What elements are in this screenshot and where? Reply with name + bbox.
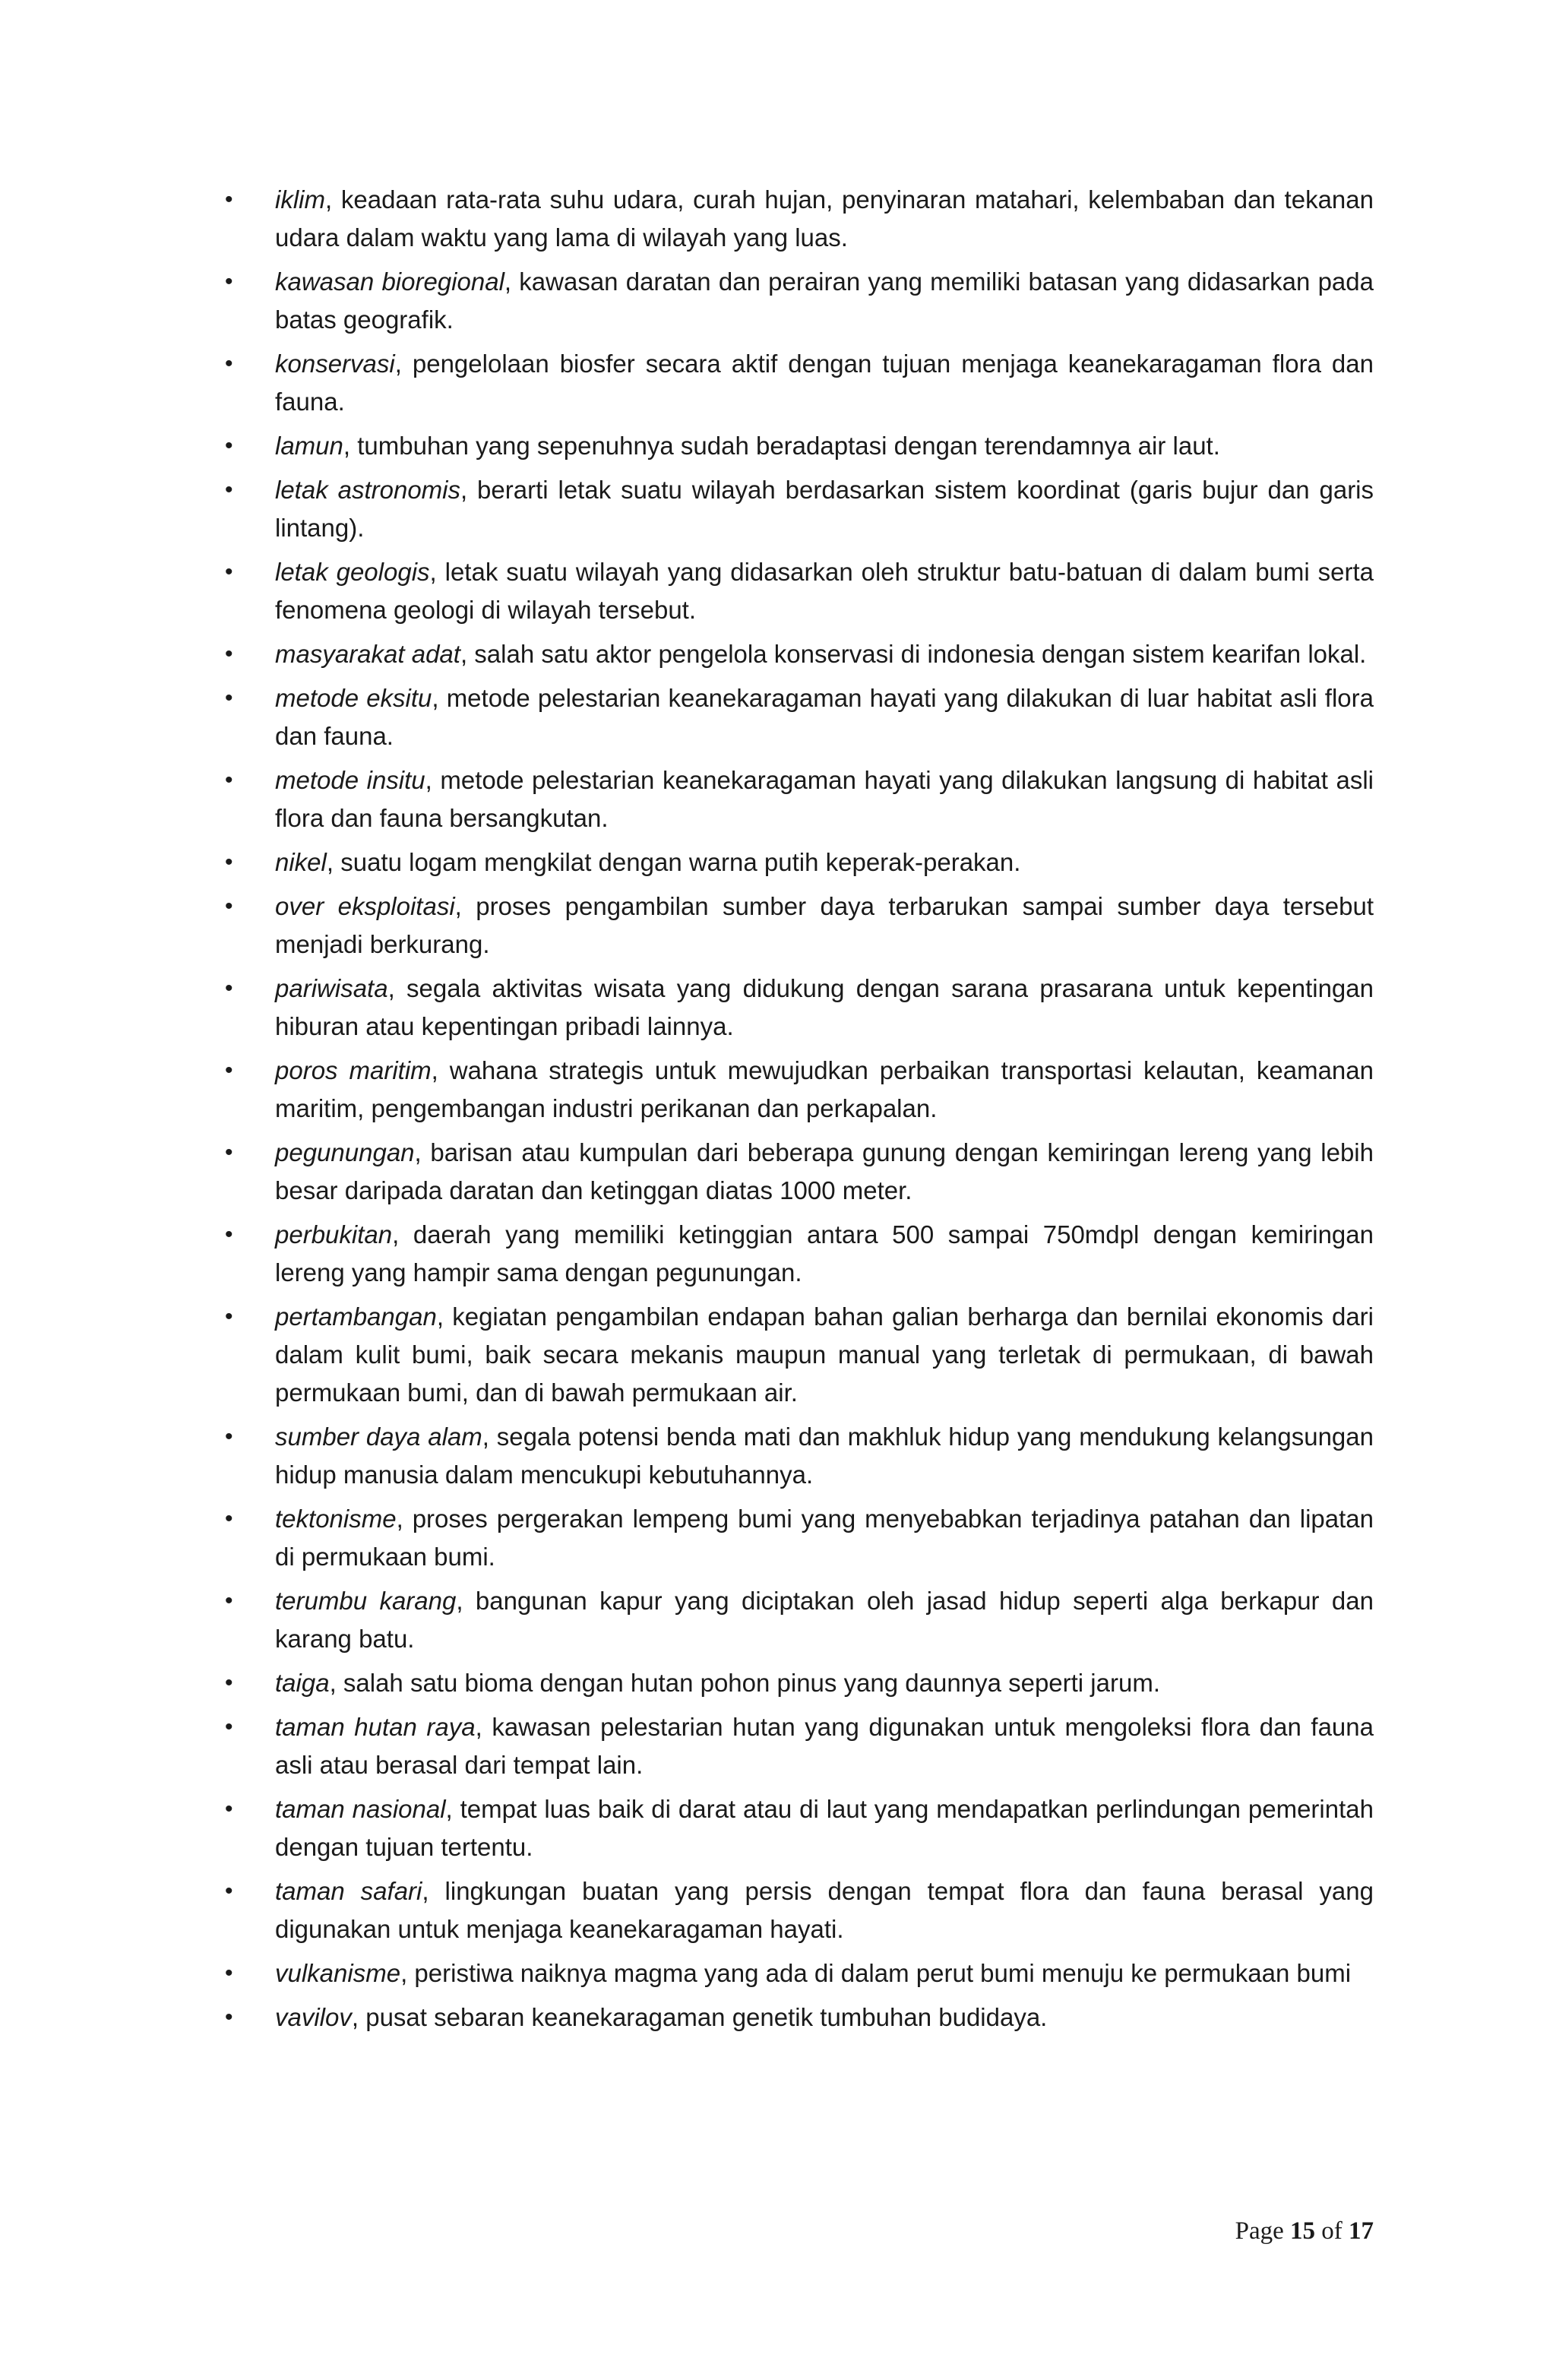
glossary-entry [213,1500,1374,1576]
glossary-definition: , segala potensi benda mati dan makhluk hidup yang mendukung kelangsungan hidup manusia dalam mencukupi kebutuhannya. [275,1423,1374,1489]
glossary-entry [213,1052,1374,1128]
glossary-definition: , berarti letak suatu wilayah berdasarkan sistem koordinat (garis bujur dan garis lintang). [275,476,1374,542]
glossary-definition: , kawasan pelestarian hutan yang digunakan untuk mengoleksi flora dan fauna asli atau berasal dari tempat lain. [275,1713,1374,1779]
glossary-term: terumbu karang [275,1587,457,1615]
glossary-term: letak geologis [275,558,430,586]
glossary-definition: , proses pergerakan lempeng bumi yang menyebabkan terjadinya patahan dan lipatan di permukaan bumi. [275,1505,1374,1571]
bullet-icon: • [225,1796,233,1821]
bullet-icon: • [225,976,233,1001]
glossary-definition: , pengelolaan biosfer secara aktif dengan tujuan menjaga keanekaragaman flora dan fauna. [275,350,1374,416]
glossary-entry [213,345,1374,421]
bullet-icon: • [225,269,233,294]
glossary-definition: , tumbuhan yang sepenuhnya sudah beradaptasi dengan terendamnya air laut. [343,432,1220,460]
glossary-entry [213,970,1374,1046]
glossary-entry [213,553,1374,629]
glossary-definition: , pusat sebaran keanekaragaman genetik tumbuhan budidaya. [351,2003,1048,2031]
bullet-icon: • [225,1961,233,1986]
glossary-entry [213,1872,1374,1948]
bullet-icon: • [225,894,233,919]
glossary-entry [213,761,1374,837]
glossary-term: metode eksitu [275,684,432,712]
glossary-definition: , metode pelestarian keanekaragaman hayati yang dilakukan di luar habitat asli flora dan fauna. [275,684,1374,750]
bullet-icon: • [225,433,233,458]
page-label: Page [1235,2217,1284,2245]
bullet-icon: • [225,477,233,502]
bullet-icon: • [225,559,233,584]
glossary-term: iklim [275,185,325,214]
bullet-icon: • [225,1506,233,1531]
glossary-term: lamun [275,432,343,460]
glossary-entry [213,635,1374,673]
glossary-entry [213,1298,1374,1412]
glossary-term: taman hutan raya [275,1713,476,1741]
glossary-entry [213,1216,1374,1292]
glossary-term: vulkanisme [275,1959,401,1987]
glossary-term: over eksploitasi [275,892,455,920]
glossary-term: nikel [275,848,327,876]
glossary-term: metode insitu [275,766,425,794]
of-label: of [1321,2217,1343,2245]
glossary-entry [213,427,1374,465]
glossary-term: perbukitan [275,1220,393,1249]
bullet-icon: • [225,1304,233,1329]
glossary-definition: , tempat luas baik di darat atau di laut yang mendapatkan perlindungan pemerintah dengan tujuan tertentu. [275,1795,1374,1861]
page-current: 15 [1290,2217,1315,2245]
glossary-definition: , daerah yang memiliki ketinggian antara 500 sampai 750mdpl dengan kemiringan lereng yang hampir sama dengan pegunungan. [275,1220,1374,1287]
glossary-term: vavilov [275,2003,352,2031]
glossary-entry [213,843,1374,881]
bullet-icon: • [225,1670,233,1695]
glossary-definition: , salah satu bioma dengan hutan pohon pinus yang daunnya seperti jarum. [329,1669,1160,1697]
glossary-term: masyarakat adat [275,640,460,668]
bullet-icon: • [225,2005,233,2030]
glossary-definition: , peristiwa naiknya magma yang ada di dalam perut bumi menuju ke permukaan bumi [400,1959,1352,1987]
bullet-icon: • [225,351,233,376]
glossary-entry [213,1708,1374,1784]
glossary-definition: , letak suatu wilayah yang didasarkan oleh struktur batu-batuan di dalam bumi serta fenomena geologi di wilayah tersebut. [275,558,1374,624]
glossary-entry [213,471,1374,547]
glossary-term: konservasi [275,350,395,378]
glossary-definition: , bangunan kapur yang diciptakan oleh jasad hidup seperti alga berkapur dan karang batu. [275,1587,1374,1653]
glossary-entry [213,1418,1374,1494]
glossary-definition: , lingkungan buatan yang persis dengan tempat flora dan fauna berasal yang digunakan untuk menjaga keanekaragaman hayati. [275,1877,1374,1943]
bullet-icon: • [225,1222,233,1247]
glossary-definition: , barisan atau kumpulan dari beberapa gunung dengan kemiringan lereng yang lebih besar daripada daratan dan ketinggan diatas 1000 meter. [275,1138,1374,1204]
glossary-entry [213,888,1374,964]
bullet-icon: • [225,1058,233,1083]
bullet-icon: • [225,1588,233,1613]
glossary-entry [213,1954,1374,1992]
glossary-term: kawasan bioregional [275,267,504,296]
glossary-definition: , suatu logam mengkilat dengan warna putih keperak-perakan. [326,848,1021,876]
glossary-definition: , kawasan daratan dan perairan yang memiliki batasan yang didasarkan pada batas geografik. [275,267,1374,334]
page-total: 17 [1349,2217,1374,2245]
glossary-definition: , keadaan rata-rata suhu udara, curah hujan, penyinaran matahari, kelembaban dan tekanan udara dalam waktu yang lama di wilayah yang luas. [275,185,1374,252]
glossary-term: pertambangan [275,1302,437,1331]
bullet-icon: • [225,685,233,711]
glossary-entry [213,1664,1374,1702]
bullet-icon: • [225,641,233,666]
glossary-entry [213,1999,1374,2037]
glossary-term: tektonisme [275,1505,397,1533]
glossary-term: sumber daya alam [275,1423,482,1451]
glossary-term: taman safari [275,1877,422,1905]
glossary-term: taiga [275,1669,330,1697]
bullet-icon: • [225,1714,233,1739]
glossary-entry [213,1790,1374,1866]
glossary-entry [213,181,1374,257]
glossary-term: taman nasional [275,1795,446,1823]
bullet-icon: • [225,1424,233,1449]
glossary-term: letak astronomis [275,476,460,504]
bullet-icon: • [225,767,233,793]
glossary-term: poros maritim [275,1056,432,1084]
glossary-entry [213,263,1374,339]
glossary-definition: , metode pelestarian keanekaragaman hayati yang dilakukan langsung di habitat asli flora dan fauna bersangkutan. [275,766,1374,832]
bullet-icon: • [225,850,233,875]
glossary-entry [213,1134,1374,1210]
bullet-icon: • [225,1140,233,1165]
glossary-definition: , segala aktivitas wisata yang didukung dengan sarana prasarana untuk kepentingan hiburan atau kepentingan pribadi lainnya. [275,974,1374,1040]
glossary-definition: , proses pengambilan sumber daya terbarukan sampai sumber daya tersebut menjadi berkurang. [275,892,1374,958]
glossary-definition: , wahana strategis untuk mewujudkan perbaikan transportasi kelautan, keamanan maritim, pengembangan industri perikanan dan perkapalan. [275,1056,1374,1122]
glossary-list [213,181,1374,2043]
glossary-definition: , kegiatan pengambilan endapan bahan galian berharga dan bernilai ekonomis dari dalam kulit bumi, baik secara mekanis maupun manual yang terletak di permukaan, di bawah permukaan bumi, dan di bawah permukaan air. [275,1302,1374,1407]
bullet-icon: • [225,1878,233,1904]
glossary-term: pegunungan [275,1138,415,1166]
page-footer [1235,2217,1374,2245]
glossary-definition: , salah satu aktor pengelola konservasi di indonesia dengan sistem kearifan lokal. [460,640,1367,668]
glossary-entry [213,1582,1374,1658]
bullet-icon: • [225,187,233,212]
glossary-term: pariwisata [275,974,388,1002]
glossary-entry [213,679,1374,755]
